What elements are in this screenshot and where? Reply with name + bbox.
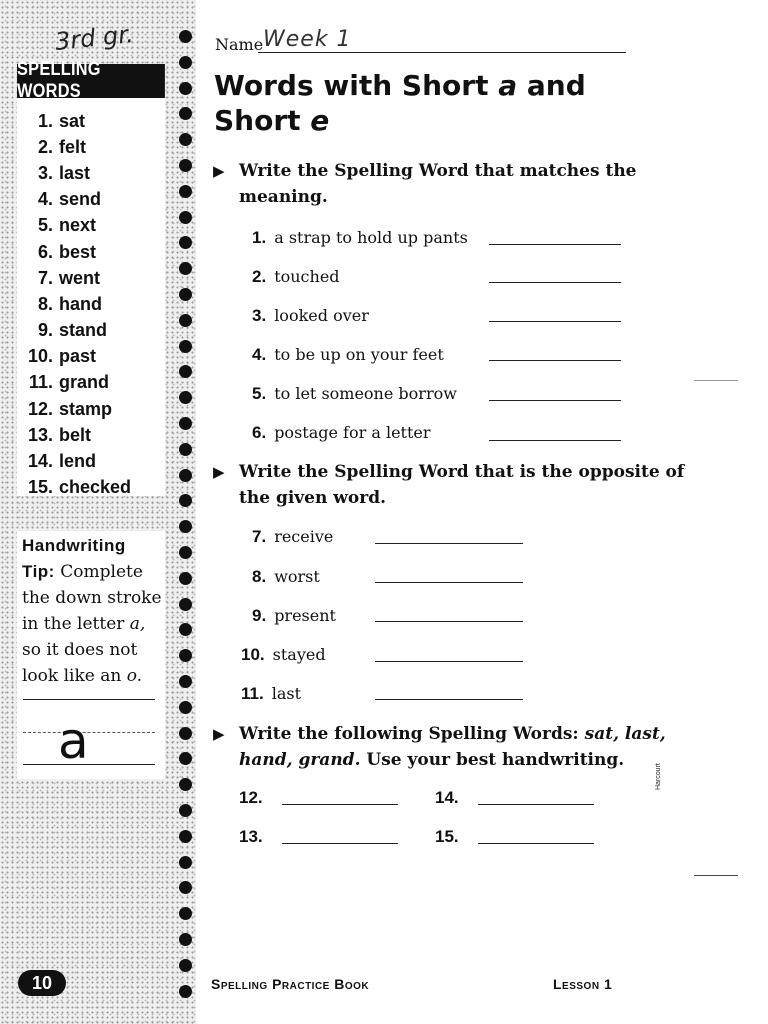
spelling-word-item bbox=[17, 475, 165, 501]
binder-hole bbox=[179, 469, 192, 482]
triangle-bullet-icon: ▶ bbox=[213, 463, 225, 481]
word-number: 12. bbox=[27, 398, 53, 419]
binder-hole bbox=[179, 262, 192, 275]
question-item bbox=[239, 788, 271, 808]
binder-hole bbox=[179, 572, 192, 585]
title-part: and bbox=[526, 69, 586, 102]
binder-hole bbox=[179, 959, 192, 972]
binder-hole bbox=[179, 82, 192, 95]
publisher-credit: Harcourt bbox=[655, 763, 662, 790]
answer-blank[interactable] bbox=[282, 804, 398, 805]
word-number: 7. bbox=[37, 267, 53, 288]
spelling-words-list bbox=[17, 108, 165, 501]
word-number: 6. bbox=[37, 241, 53, 262]
writing-guide-baseline bbox=[23, 764, 155, 765]
tip-letter-a: a, bbox=[129, 614, 146, 634]
answer-blank[interactable] bbox=[478, 843, 594, 844]
triangle-bullet-icon: ▶ bbox=[213, 162, 225, 180]
word-text: send bbox=[59, 189, 102, 210]
word-text: best bbox=[59, 241, 97, 262]
spelling-word-item bbox=[17, 134, 165, 160]
page-number-badge: 10 bbox=[18, 970, 66, 996]
sample-letter-a: a bbox=[58, 712, 89, 770]
question-number: 1. bbox=[252, 228, 267, 247]
question-item bbox=[252, 345, 444, 365]
spelling-word-item bbox=[17, 448, 165, 474]
word-text: grand bbox=[59, 372, 110, 393]
instruction-text: Write the Spelling Word that matches the bbox=[239, 161, 637, 181]
instruction-words: sat, last, bbox=[584, 724, 666, 744]
instruction-1 bbox=[213, 158, 637, 210]
word-text: stamp bbox=[59, 398, 113, 419]
instruction-2 bbox=[213, 459, 684, 511]
binder-hole bbox=[179, 907, 192, 920]
answer-blank[interactable] bbox=[375, 543, 523, 544]
binder-hole bbox=[179, 56, 192, 69]
answer-blank[interactable] bbox=[375, 661, 523, 662]
question-item bbox=[241, 684, 301, 704]
word-number: 8. bbox=[37, 293, 53, 314]
question-number: 7. bbox=[252, 527, 267, 546]
question-number: 9. bbox=[252, 606, 267, 625]
question-item bbox=[252, 228, 468, 248]
word-number: 15. bbox=[27, 477, 53, 498]
binder-hole bbox=[179, 933, 192, 946]
spelling-word-item bbox=[17, 187, 165, 213]
word-text: stand bbox=[59, 320, 108, 341]
question-item bbox=[435, 827, 467, 847]
name-label: Name bbox=[215, 35, 264, 54]
spelling-word-item bbox=[17, 160, 165, 186]
question-text: postage for a letter bbox=[274, 423, 431, 442]
question-item bbox=[252, 267, 340, 287]
instruction-3 bbox=[213, 721, 666, 773]
word-number: 5. bbox=[37, 215, 53, 236]
name-line bbox=[258, 52, 626, 53]
word-text: sat bbox=[59, 110, 86, 131]
question-item bbox=[239, 827, 271, 847]
tip-letter-o: o. bbox=[126, 666, 143, 686]
writing-guide-line bbox=[23, 699, 155, 700]
tip-heading: Handwriting bbox=[22, 536, 126, 555]
question-number: 12. bbox=[239, 788, 263, 807]
page-title bbox=[214, 68, 614, 138]
question-text: to be up on your feet bbox=[274, 345, 444, 364]
binder-hole bbox=[179, 185, 192, 198]
answer-blank[interactable] bbox=[375, 582, 523, 583]
name-handwritten: Week 1 bbox=[263, 27, 352, 52]
tip-line: look like an bbox=[22, 666, 122, 686]
instruction-words: hand, grand. bbox=[239, 750, 361, 770]
spelling-words-box bbox=[17, 59, 165, 498]
word-text: went bbox=[59, 267, 101, 288]
handwritten-grade: 3rd gr. bbox=[53, 19, 135, 57]
word-number: 2. bbox=[37, 136, 53, 157]
spelling-word-item bbox=[17, 213, 165, 239]
question-text: touched bbox=[274, 267, 340, 286]
instruction-text: meaning. bbox=[239, 187, 328, 207]
title-part: Words with Short bbox=[214, 69, 489, 102]
question-item bbox=[252, 384, 457, 404]
instruction-text: Write the Spelling Word that is the opposite of bbox=[239, 462, 685, 482]
binder-hole bbox=[179, 288, 192, 301]
word-text: checked bbox=[59, 477, 132, 498]
handwriting-tip-box bbox=[17, 531, 165, 779]
word-number: 13. bbox=[27, 424, 53, 445]
footer-book-title: Spelling Practice Book bbox=[211, 976, 370, 992]
question-text: a strap to hold up pants bbox=[274, 228, 468, 247]
question-text: to let someone borrow bbox=[274, 384, 457, 403]
title-letter-a: a bbox=[498, 69, 518, 102]
word-number: 9. bbox=[37, 320, 53, 341]
binder-hole bbox=[179, 675, 192, 688]
word-text: last bbox=[59, 162, 91, 183]
question-text: looked over bbox=[274, 306, 369, 325]
binder-hole bbox=[179, 133, 192, 146]
binder-hole bbox=[179, 804, 192, 817]
word-number: 11. bbox=[28, 372, 53, 393]
answer-blank[interactable] bbox=[489, 321, 621, 322]
question-number: 4. bbox=[252, 345, 267, 364]
tip-line: so it does not bbox=[22, 640, 138, 660]
spelling-word-item bbox=[17, 239, 165, 265]
question-number: 3. bbox=[252, 306, 267, 325]
question-number: 11. bbox=[241, 684, 264, 703]
word-number: 14. bbox=[27, 451, 53, 472]
binder-hole bbox=[179, 417, 192, 430]
binder-hole bbox=[179, 340, 192, 353]
question-item bbox=[241, 645, 326, 665]
binder-hole bbox=[179, 520, 192, 533]
question-text: receive bbox=[274, 527, 334, 546]
word-number: 1. bbox=[37, 110, 53, 131]
tip-line: Complete bbox=[60, 562, 143, 582]
binder-hole bbox=[179, 107, 192, 120]
answer-blank[interactable] bbox=[489, 244, 621, 245]
question-number: 6. bbox=[252, 423, 267, 442]
binder-hole bbox=[179, 211, 192, 224]
answer-blank[interactable] bbox=[282, 843, 398, 844]
binder-hole bbox=[179, 649, 192, 662]
binder-hole bbox=[179, 30, 192, 43]
writing-guide-dashed bbox=[23, 732, 155, 733]
question-item bbox=[252, 527, 333, 547]
word-text: hand bbox=[59, 293, 102, 314]
spelling-word-item bbox=[17, 265, 165, 291]
question-text: stayed bbox=[272, 645, 326, 664]
binder-hole bbox=[179, 701, 192, 714]
binder-hole bbox=[179, 391, 192, 404]
word-text: past bbox=[59, 346, 97, 367]
binder-hole bbox=[179, 778, 192, 791]
word-text: belt bbox=[59, 424, 92, 445]
tip-text bbox=[22, 533, 166, 689]
question-number: 14. bbox=[435, 788, 459, 807]
word-number: 4. bbox=[37, 189, 53, 210]
answer-blank[interactable] bbox=[489, 282, 621, 283]
footer-lesson: Lesson 1 bbox=[553, 976, 613, 992]
binder-hole bbox=[179, 881, 192, 894]
binder-hole bbox=[179, 365, 192, 378]
question-number: 10. bbox=[241, 645, 265, 664]
instruction-text: the given word. bbox=[239, 488, 386, 508]
question-number: 13. bbox=[239, 827, 263, 846]
answer-blank[interactable] bbox=[375, 621, 523, 622]
word-text: next bbox=[59, 215, 97, 236]
spelling-word-item bbox=[17, 291, 165, 317]
answer-blank[interactable] bbox=[375, 699, 523, 700]
tip-line: in the letter bbox=[22, 614, 125, 634]
binder-hole bbox=[179, 494, 192, 507]
tip-label: Tip: bbox=[22, 562, 55, 581]
spelling-word-item bbox=[17, 396, 165, 422]
answer-blank[interactable] bbox=[489, 400, 621, 401]
question-number: 8. bbox=[252, 567, 267, 586]
answer-blank[interactable] bbox=[489, 440, 621, 441]
scan-mark bbox=[694, 380, 738, 381]
scan-mark bbox=[694, 875, 738, 876]
binder-hole bbox=[179, 623, 192, 636]
question-item bbox=[435, 788, 467, 808]
binder-hole bbox=[179, 752, 192, 765]
spelling-word-item bbox=[17, 318, 165, 344]
title-letter-e: e bbox=[310, 104, 330, 137]
binder-hole bbox=[179, 830, 192, 843]
question-number: 15. bbox=[435, 827, 459, 846]
binder-hole bbox=[179, 546, 192, 559]
question-item bbox=[252, 423, 431, 443]
spelling-word-item bbox=[17, 422, 165, 448]
spelling-words-header: SPELLING WORDS bbox=[17, 64, 165, 98]
question-text: worst bbox=[274, 567, 320, 586]
question-item bbox=[252, 306, 369, 326]
binder-hole bbox=[179, 236, 192, 249]
word-text: felt bbox=[59, 136, 86, 157]
binder-hole bbox=[179, 598, 192, 611]
word-number: 10. bbox=[27, 346, 53, 367]
triangle-bullet-icon: ▶ bbox=[213, 725, 225, 743]
question-number: 2. bbox=[252, 267, 267, 286]
answer-blank[interactable] bbox=[489, 360, 621, 361]
tip-line: the down stroke bbox=[22, 588, 162, 608]
binder-hole bbox=[179, 159, 192, 172]
question-number: 5. bbox=[252, 384, 267, 403]
title-part: Short bbox=[214, 104, 301, 137]
binder-hole bbox=[179, 314, 192, 327]
instruction-text: Write the following Spelling Words: bbox=[239, 724, 579, 744]
answer-blank[interactable] bbox=[478, 804, 594, 805]
binder-hole bbox=[179, 443, 192, 456]
binder-holes bbox=[177, 30, 199, 1010]
question-text: last bbox=[271, 684, 301, 703]
word-text: lend bbox=[59, 451, 97, 472]
question-item bbox=[252, 567, 320, 587]
instruction-text: Use your best handwriting. bbox=[366, 750, 625, 770]
spelling-word-item bbox=[17, 344, 165, 370]
binder-hole bbox=[179, 985, 192, 998]
spelling-word-item bbox=[17, 108, 165, 134]
binder-hole bbox=[179, 727, 192, 740]
question-item bbox=[252, 606, 336, 626]
question-text: present bbox=[274, 606, 336, 625]
spelling-word-item bbox=[17, 370, 165, 396]
word-number: 3. bbox=[37, 162, 53, 183]
binder-hole bbox=[179, 856, 192, 869]
